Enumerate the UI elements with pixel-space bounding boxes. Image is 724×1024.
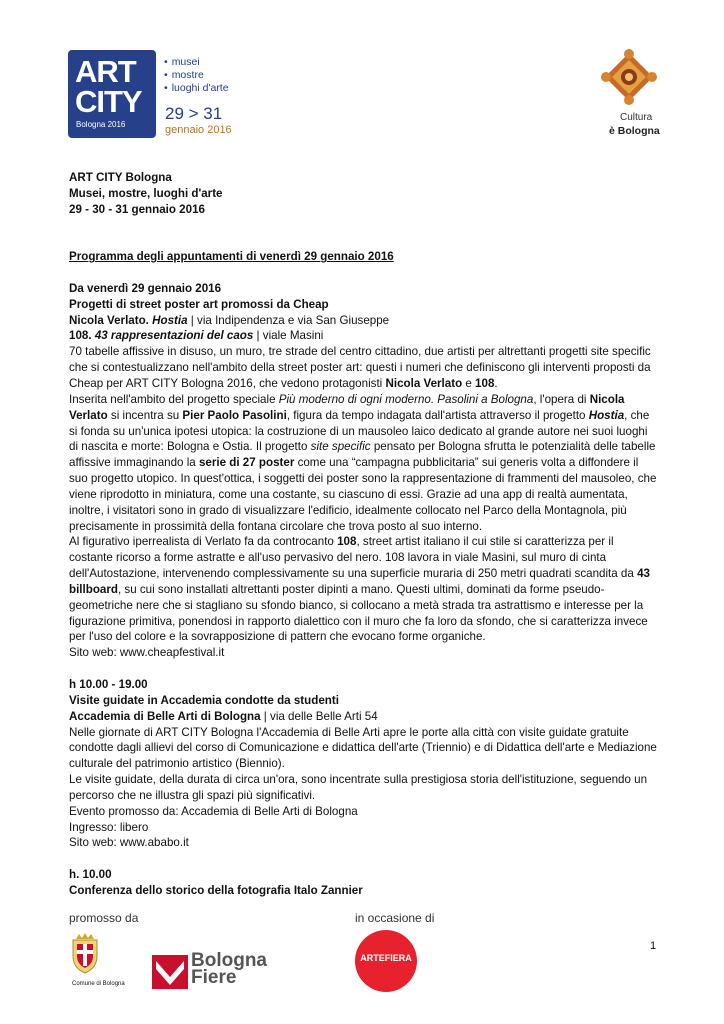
logo-city: CITY [75, 84, 142, 119]
artefiera-logo [355, 930, 417, 992]
logo-bologna: Bologna 2016 [76, 120, 126, 129]
comune-label: Comune di Bologna [72, 981, 125, 987]
event2-promoter: Evento promosso da: Accademia di Belle Arti di Bologna [69, 804, 358, 818]
cultura-emblem-icon [600, 48, 658, 106]
bolognafiere-line2: Fiere [191, 967, 237, 988]
event2-when: h 10.00 - 19.00 [69, 678, 148, 691]
bolognafiere-arrow-icon [152, 955, 188, 989]
event1-paragraph-3: Al figurativo iperrealista di Verlato fa da controcanto 108, street artist italiano il cui stile si caratterizza per il costante ricorso a forme astratte e all'uso pervasivo del nero. 108 lavora in viale Masini, sul muro di cinta dell'Autostazione, intervenendo complessivamente su una superficie muraria di 250 metri quadrati scandita da 43 billboard, su cui sono installati altrettanti poster dipinti a mano. Questi ultimi, dominati da forme pseudo-geometriche nere che si stagliano su sfondo bianco, si collocano a metà strada tra astrattismo e interesse per la figurazione primitiva, ponendosi in rapporto dialettico con il muro che fa loro da sfondo, che si caratterizza invece per l'uso del colore e la sovrapposizione di pattern che evocano forme organiche. [69, 535, 650, 644]
event1-artist1: Nicola Verlato. Hostia | via Indipendenza e via San Giuseppe [69, 313, 390, 327]
event1-paragraph-1: 70 tabelle affissive in disuso, un muro, tre strade del centro cittadino, due artisti per altrettanti progetti site specific che si contestualizzano nell'ambito della street poster art: questi i numeri che definiscono gli interventi proposti da Cheap per ART CITY Bologna 2016, che vedono protagonisti Nicola Verlato e 108. [69, 345, 651, 390]
event2-paragraph-2: Le visite guidate, della durata di circa un'ora, sono incentrate sulla prestigiosa storia dell'istituzione, seguendo un percorso che ne illustra gli spazi più significativi. [69, 773, 648, 802]
bolognafiere-logo [191, 952, 267, 986]
event2-venue: Accademia di Belle Arti di Bologna | via delle Belle Arti 54 [69, 709, 378, 723]
event2-website: Sito web: www.ababo.it [69, 836, 189, 850]
program-heading: Programma degli appuntamenti di venerdì 29 gennaio 2016 [69, 250, 394, 264]
event1-when: Da venerdì 29 gennaio 2016 [69, 281, 222, 295]
cultura-bologna-label: è Bologna [609, 125, 660, 137]
logo-dates: 29 > 31 [165, 104, 223, 123]
artcity-logo [68, 50, 156, 138]
event1-website: Sito web: www.cheapfestival.it [69, 646, 225, 660]
logo-bullets [164, 56, 229, 95]
event1-title: Progetti di street poster art promossi da Cheap [69, 297, 329, 311]
on-occasion-label: in occasione di [355, 911, 435, 925]
logo-month: gennaio 2016 [165, 124, 232, 136]
promoted-by-label: promosso da [69, 911, 139, 925]
artefiera-label: ARTEFIERA [360, 953, 412, 963]
bullet-luoghi: • luoghi d'arte [164, 82, 229, 95]
bullet-mostre: • mostre [164, 69, 229, 82]
event3-title: Conferenza dello storico della fotografia Italo Zannier [69, 883, 363, 897]
event1-paragraph-2: Inserita nell'ambito del progetto speciale Più moderno di ogni moderno. Pasolini a Bologna, l'opera di Nicola Verlato si incentra su Pier Paolo Pasolini, figura da tempo indagata dall'artista attraverso il progetto Hostia, che si fonda su un'unica ipotesi utopica: la costruzione di un mausoleo laico dedicato al grande autore nei suoi luoghi di nascita e morte: Bologna e Ostia. Il progetto site specific pensato per Bologna sfrutta le potenzialità delle tabelle affissive immaginando la serie di 27 poster come una “campagna pubblicitaria” sui generis volta a diffondere il suo progetto utopico. In quest'ottica, i soggetti dei poster sono la rappresentazione di frammenti del mausoleo, che viene riprodotto in miniatura, come una costante, su ciascuno di essi. Grazie ad una app di realtà aumentata, inoltre, i visitatori sono in grado di visualizzare l'edificio, idealmente collocato nel Parco della Montagnola, più precisamente in prossimità della fontana circolare che trova posto al suo interno. [69, 392, 657, 533]
event2-paragraph-1: Nelle giornate di ART CITY Bologna l'Accademia di Belle Arti apre le porte alla città con visite guidate gratuite condotte dagli allievi del corso di Comunicazione e didattica dell'arte (Triennio) e di Didattica dell'arte e Mediazione culturale del patrimonio artistico (Biennio). [69, 725, 657, 771]
cultura-label: Cultura [620, 112, 653, 123]
bolognafiere-line1: Bologna [191, 950, 267, 971]
comune-crest-icon [67, 932, 103, 974]
event1-artist2: 108. 43 rappresentazioni del caos | viale Masini [69, 329, 324, 343]
bullet-musei: • musei [164, 56, 229, 69]
doc-title-3: 29 - 30 - 31 gennaio 2016 [69, 202, 205, 216]
doc-title-1: ART CITY Bologna [69, 171, 172, 184]
doc-title-2: Musei, mostre, luoghi d'arte [69, 186, 223, 200]
document-body [69, 170, 659, 899]
event2-title: Visite guidate in Accademia condotte da studenti [69, 693, 339, 707]
event2-entry: Ingresso: libero [69, 820, 149, 834]
bolognafiere-mark-icon [152, 955, 188, 989]
event3-when: h. 10.00 [69, 868, 112, 882]
page-number: 1 [650, 940, 657, 952]
logo-art: ART [75, 54, 136, 89]
